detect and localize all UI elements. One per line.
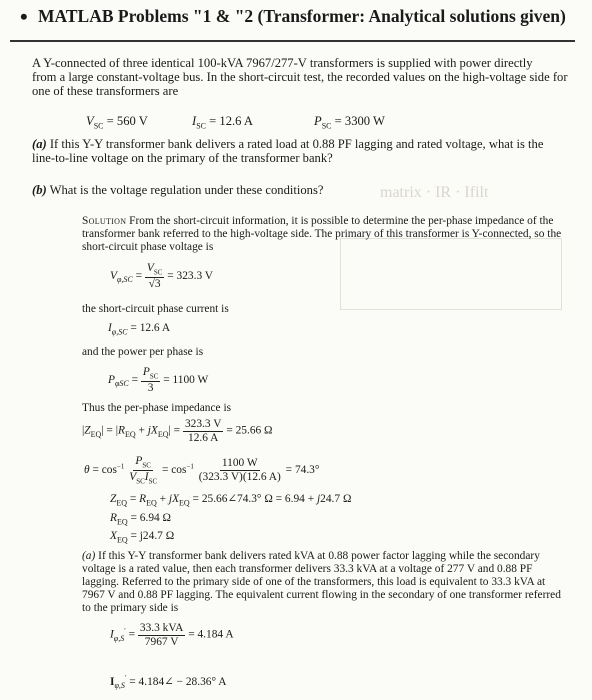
part-a-line-4: 7967 V and 0.88 PF lagging. The equivalent current flowing in the secondary of one transformer referred bbox=[82, 589, 561, 601]
part-a-line-2: voltage is a rated value, then each transformer delivers 33.3 kVA at a voltage of 277 V and 0.88 PF bbox=[82, 563, 533, 575]
text-phase-current: the short-circuit phase current is bbox=[82, 303, 229, 315]
title-divider bbox=[10, 40, 575, 42]
title-bullet: • bbox=[20, 4, 28, 29]
problem-line-3: one of these transformers are bbox=[32, 84, 179, 98]
solution-line-1: Solution From the short-circuit information, it is possible to determine the per-phase impedance of the bbox=[82, 215, 554, 227]
eq-iphi-s-phasor: $I_{\varphi,S}'$ = 4.184∠ − 28.36° A bbox=[110, 674, 227, 691]
eq-iphi-sc: $I_{\varphi,SC} = 12.6$ A bbox=[108, 322, 171, 337]
eq-req: $R_{EQ} = 6.94$ Ω bbox=[110, 512, 172, 527]
eq-zeq-complex: $Z_{EQ} = R_{EQ} + jX_{EQ}$ = 25.66∠74.3° Ω = 6.94 + j24.7 Ω bbox=[110, 493, 352, 508]
eq-iphi-s-prime: $I_{\varphi,S}'$ = $\frac{\text{33.3 kVA}}{7967 V}$ = 4.184 A bbox=[110, 622, 234, 648]
problem-line-1: A Y-connected of three identical 100-kVA 7967/277-V transformers is supplied with power directly bbox=[32, 56, 533, 70]
eq-zeq-magnitude: $|Z_{EQ}| = |R_{EQ} + jX_{EQ}|$ = $\frac{323.3 V}{12.6 A}$ = 25.66 Ω bbox=[82, 418, 273, 444]
eq-theta: $\theta = \cos^{-1}$ $\frac{P_{SC}}{V_{SC}I_{SC}}$ = $\cos^{-1}$ $\frac{1100 W}{(323.3 V)(12.6 A)}$ = 74.3° bbox=[84, 455, 320, 486]
faint-bleed-text: matrix · IR · Ifilt bbox=[380, 184, 489, 201]
part-a-line-3: lagging. Referred to the primary side of one of the transformers, this load is equivalent to 33.3 kVA at bbox=[82, 576, 546, 588]
eq-vphi-sc: $V_{\varphi,SC}$ = $\frac{V_{SC}}{√3}$ = 323.3 V bbox=[110, 262, 214, 290]
problem-line-2: from a large constant-voltage bus. In the short-circuit test, the recorded values on the high-voltage side for bbox=[32, 70, 568, 84]
given-vsc: $V_{SC} = 560$ V bbox=[86, 114, 148, 131]
question-a-cont: line-to-line voltage on the primary of the transformer bank? bbox=[32, 151, 333, 165]
part-a-line-5: to the primary side is bbox=[82, 602, 179, 614]
page-title: MATLAB Problems "1 & "2 (Transformer: Analytical solutions given) bbox=[38, 6, 566, 26]
part-a-line-1: (a) If this Y-Y transformer bank delivers rated kVA at 0.88 power factor lagging while the secondary bbox=[82, 550, 540, 562]
faint-box bbox=[340, 238, 562, 310]
eq-xeq: $X_{EQ} = j24.7$ Ω bbox=[110, 530, 175, 545]
solution-line-2: transformer bank referred to the high-voltage side. The primary of this transformer is Y-connected, so the bbox=[82, 228, 562, 240]
solution-line-3: short-circuit phase voltage is bbox=[82, 241, 214, 253]
given-isc: $I_{SC} = 12.6$ A bbox=[192, 114, 253, 131]
eq-pphi-sc: $P_{\varphi SC}$ = $\frac{P_{SC}}{3}$ = 1100 W bbox=[108, 366, 209, 394]
text-power-per-phase: and the power per phase is bbox=[82, 346, 204, 358]
text-impedance: Thus the per-phase impedance is bbox=[82, 402, 232, 414]
question-a: (a) If this Y-Y transformer bank delivers a rated load at 0.88 PF lagging and rated voltage, what is the bbox=[32, 137, 544, 151]
given-psc: $P_{SC} = 3300$ W bbox=[314, 114, 385, 131]
question-b: (b) What is the voltage regulation under these conditions? bbox=[32, 183, 324, 197]
